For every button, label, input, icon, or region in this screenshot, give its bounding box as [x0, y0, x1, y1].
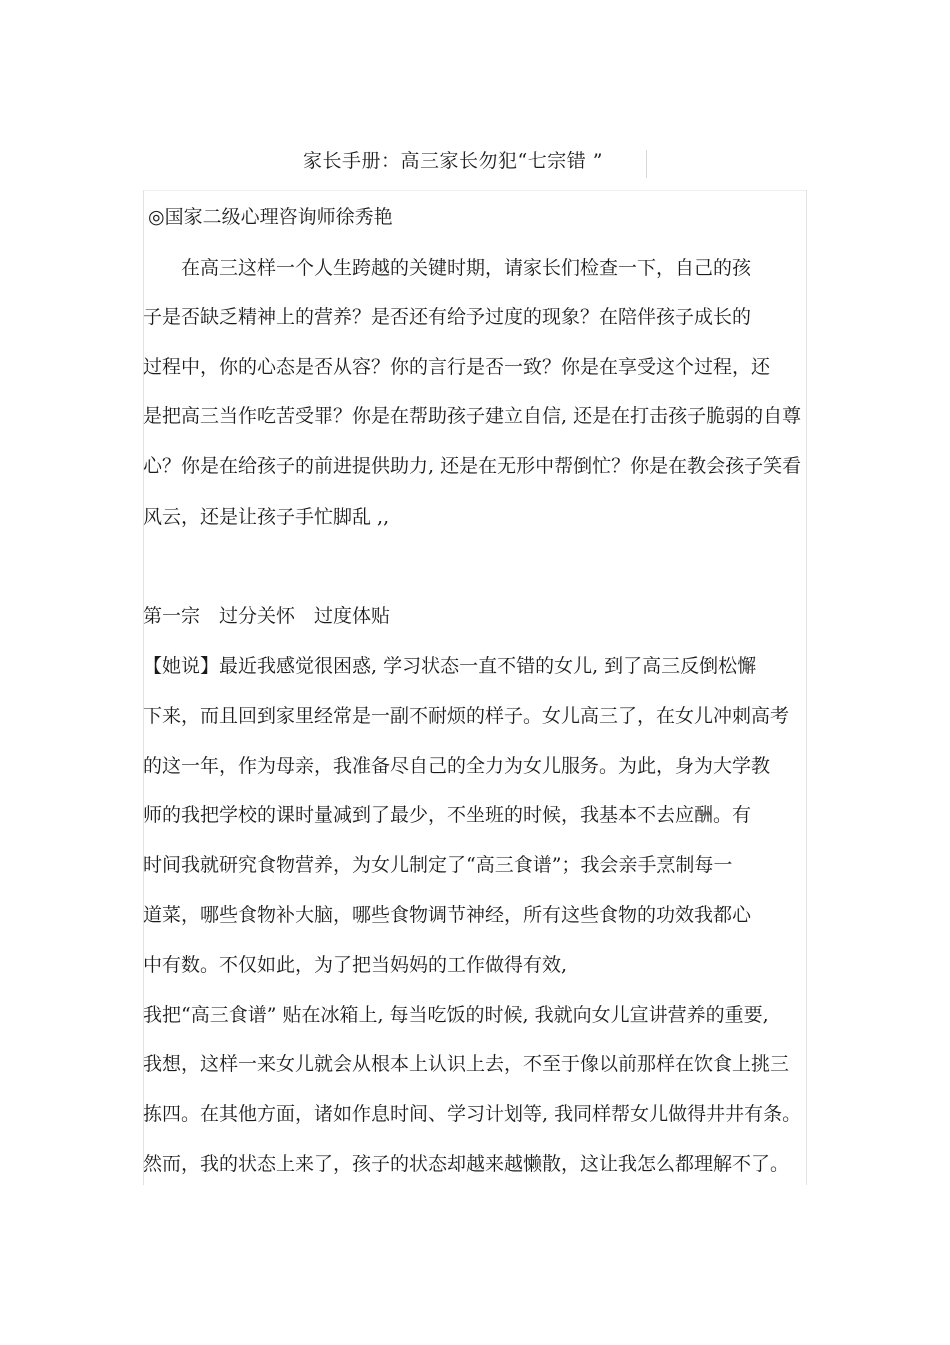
body-line: 然而，我的状态上来了，孩子的状态却越来越懒散，这让我怎么都理解不了。: [143, 1153, 790, 1175]
intro-line: 心？你是在给孩子的前进提供助力, 还是在无形中帮倒忙？你是在教会孩子笑看: [143, 455, 802, 477]
body-line: 中有数。不仅如此，为了把当妈妈的工作做得有效,: [143, 954, 568, 976]
title-divider: [646, 150, 647, 178]
body-line: 师的我把学校的课时量减到了最少，不坐班的时候，我基本不去应酬。有: [143, 804, 752, 826]
body-line: 时间我就研究食物营养，为女儿制定了“高三食谱”；我会亲手烹制每一: [143, 854, 733, 876]
body-line: 下来，而且回到家里经常是一副不耐烦的样子。女儿高三了，在女儿冲刺高考: [143, 705, 790, 727]
frame-right-border: [806, 190, 807, 1185]
body-line: 我想，这样一来女儿就会从根本上认识上去，不至于像以前那样在饮食上挑三: [143, 1053, 790, 1075]
body-line: 【她说】最近我感觉很困惑, 学习状态一直不错的女儿, 到了高三反倒松懈: [143, 655, 757, 677]
frame-left-border: [143, 190, 144, 1185]
intro-line: 风云，还是让孩子手忙脚乱 ,,: [143, 506, 390, 528]
intro-line: 是把高三当作吃苦受罪？你是在帮助孩子建立自信, 还是在打击孩子脆弱的自尊: [143, 405, 802, 427]
author-line: ◎国家二级心理咨询师徐秀艳: [148, 206, 393, 228]
body-line: 拣四。在其他方面，诸如作息时间、学习计划等, 我同样帮女儿做得井井有条。: [143, 1103, 802, 1125]
section-heading: 第一宗 过分关怀 过度体贴: [143, 605, 391, 627]
intro-line: 子是否缺乏精神上的营养？是否还有给予过度的现象？在陪伴孩子成长的: [143, 306, 752, 328]
body-line: 我把“高三食谱” 贴在冰箱上, 每当吃饭的时候, 我就向女儿宣讲营养的重要,: [143, 1004, 769, 1026]
body-line: 道菜，哪些食物补大脑，哪些食物调节神经，所有这些食物的功效我都心: [143, 904, 752, 926]
intro-line: 过程中，你的心态是否从容？你的言行是否一致？你是在享受这个过程，还: [143, 356, 771, 378]
document-title: 家长手册：高三家长勿犯“七宗错 ”: [303, 150, 603, 172]
intro-line: 在高三这样一个人生跨越的关键时期，请家长们检查一下，自己的孩: [143, 257, 752, 279]
frame-top-border: [143, 190, 807, 191]
body-line: 的这一年，作为母亲，我准备尽自己的全力为女儿服务。为此，身为大学教: [143, 755, 771, 777]
